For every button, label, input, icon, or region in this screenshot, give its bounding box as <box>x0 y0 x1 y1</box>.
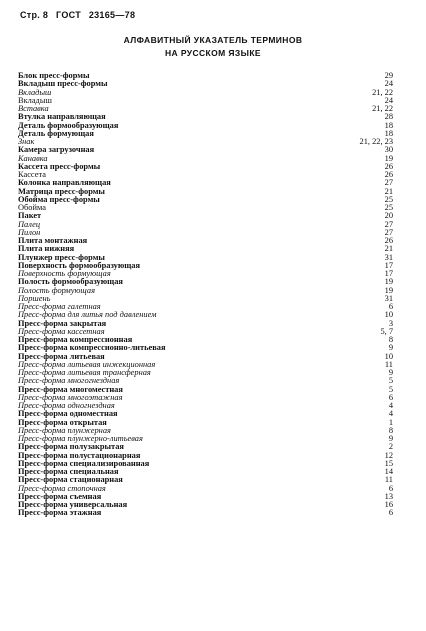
index-entry <box>18 509 393 517</box>
index-term: Полость формующая <box>18 285 96 295</box>
index-entry <box>18 89 393 97</box>
index-term: Пресс-форма многоэтажная <box>18 392 123 402</box>
index-page-ref: 6 <box>388 483 393 493</box>
index-term: Пресс-форма полузакрытая <box>18 442 124 452</box>
index-term: Пилон <box>18 227 41 237</box>
index-term: Поршень <box>18 293 51 303</box>
index-title: АЛФАВИТНЫЙ УКАЗАТЕЛЬ ТЕРМИНОВ <box>123 35 303 45</box>
index-entry <box>18 97 393 105</box>
index-page-ref: 6 <box>388 302 393 311</box>
index-term: Пресс-форма для литья под давлением <box>18 310 157 320</box>
index-entry <box>18 221 393 229</box>
index-page-ref: 27 <box>384 178 393 188</box>
index-term: Пресс-форма плунжерно-литьевая <box>18 434 143 443</box>
index-page-ref: 24 <box>384 95 393 105</box>
index-term: Вкладыш пресс-формы <box>18 79 108 89</box>
index-page-ref: 19 <box>384 285 393 295</box>
index-page-ref: 31 <box>384 252 393 262</box>
index-term: Пресс-форма литьевая трансферная <box>18 368 151 377</box>
index-term: Пресс-форма плунжерная <box>18 425 111 435</box>
index-page-ref: 17 <box>384 260 393 270</box>
index-entry <box>18 212 393 220</box>
index-page-ref: 4 <box>388 409 393 419</box>
index-term: Пакет <box>18 211 42 221</box>
index-term: Обойма пресс-формы <box>18 194 100 204</box>
index-term: Полость формообразующая <box>18 277 123 287</box>
index-page-ref: 21, 22, 23 <box>359 137 393 146</box>
page-header <box>20 10 140 20</box>
index-page-ref: 28 <box>384 112 393 122</box>
index-term: Пресс-форма специальная <box>18 467 119 476</box>
index-term: Пресс-форма универсальная <box>18 500 128 509</box>
index-page-ref: 14 <box>384 467 393 476</box>
index-page-ref: 18 <box>384 128 393 138</box>
index-page-ref: 26 <box>384 236 393 245</box>
index-term: Вкладыш <box>18 87 52 97</box>
index-page-ref: 9 <box>388 434 393 443</box>
index-page-ref: 6 <box>388 508 393 518</box>
index-page-ref: 20 <box>384 211 393 221</box>
index-term: Пресс-форма литьевая инжекционная <box>18 359 156 369</box>
index-page-ref: 24 <box>384 79 393 89</box>
index-term: Втулка направляющая <box>18 112 106 122</box>
index-page-ref: 29 <box>384 71 393 80</box>
index-page-ref: 26 <box>384 161 393 171</box>
index-term: Матрица пресс-формы <box>18 186 105 196</box>
index-term: Плунжер пресс-формы <box>18 252 105 262</box>
index-page-ref: 19 <box>384 153 393 163</box>
index-page-ref: 5 <box>388 384 393 394</box>
index-term: Блок пресс-формы <box>18 71 90 80</box>
index-page-ref: 10 <box>384 310 393 320</box>
index-page-ref: 18 <box>384 120 393 130</box>
index-page-ref: 21, 22 <box>372 87 393 97</box>
index-page-ref: 13 <box>384 491 393 501</box>
index-page-ref: 21, 22 <box>372 104 393 113</box>
index-entry <box>18 287 393 295</box>
index-term: Обойма <box>18 203 46 212</box>
index-term: Пресс-форма компрессионная <box>18 335 133 344</box>
index-term: Пресс-форма компрессионно-литьевая <box>18 343 166 353</box>
index-page-ref: 30 <box>384 145 393 155</box>
index-term: Знак <box>18 137 35 146</box>
index-page-ref: 27 <box>384 219 393 229</box>
index-entry <box>18 237 393 245</box>
index-page-ref: 21 <box>384 186 393 196</box>
index-term: Пресс-форма открытая <box>18 417 107 427</box>
index-term: Пресс-форма стопочная <box>18 483 106 493</box>
index-entry <box>18 80 393 88</box>
index-page-ref: 2 <box>388 442 393 452</box>
standard-number: 23165—78 <box>88 10 136 20</box>
index-page-ref: 1 <box>388 417 393 427</box>
index-entry <box>18 146 393 154</box>
index-term: Пресс-форма многогнездная <box>18 376 120 386</box>
index-term: Вкладыш <box>18 95 52 105</box>
index-page-ref: 26 <box>384 170 393 179</box>
index-entry <box>18 196 393 204</box>
index-term: Канавка <box>18 153 48 163</box>
index-page-ref: 9 <box>388 343 393 353</box>
index-page-ref: 8 <box>388 335 393 344</box>
index-page-ref: 12 <box>384 450 393 460</box>
index-term: Пресс-форма одногнездная <box>18 401 115 410</box>
index-page-ref: 10 <box>384 351 393 361</box>
index-term: Пресс-форма одноместная <box>18 409 118 419</box>
index-page-ref: 6 <box>388 392 393 402</box>
index-term: Вставка <box>18 104 49 113</box>
index-page-ref: 4 <box>388 401 393 410</box>
index-page-ref: 27 <box>384 227 393 237</box>
index-term: Плита монтажная <box>18 236 88 245</box>
index-term: Камера загрузочная <box>18 145 95 155</box>
index-term: Палец <box>18 219 41 229</box>
index-page-ref: 3 <box>388 318 393 328</box>
index-page-ref: 9 <box>388 368 393 377</box>
index-page-ref: 5 <box>388 376 393 386</box>
index-page-ref: 17 <box>384 269 393 278</box>
index-page-ref: 31 <box>384 293 393 303</box>
index-term: Пресс-форма стационарная <box>18 475 123 485</box>
index-term: Поверхность формообразующая <box>18 260 141 270</box>
index-subtitle: НА РУССКОМ ЯЗЫКЕ <box>164 48 261 58</box>
index-term: Кассета <box>18 170 46 179</box>
index-term: Поверхность формующая <box>18 269 111 278</box>
index-page-ref: 5, 7 <box>380 326 393 336</box>
index-term: Кассета пресс-формы <box>18 161 101 171</box>
index-entry <box>18 204 393 212</box>
index-term: Пресс-форма многоместная <box>18 384 123 394</box>
index-term: Плита нижняя <box>18 244 75 254</box>
term-index-list <box>18 72 393 518</box>
index-page-ref: 11 <box>384 475 393 485</box>
index-term: Пресс-форма закрытая <box>18 318 107 328</box>
index-page-ref: 16 <box>384 500 393 509</box>
index-term: Деталь формующая <box>18 128 94 138</box>
index-page-ref: 21 <box>384 244 393 254</box>
index-term: Пресс-форма полустационарная <box>18 450 141 460</box>
index-term: Пресс-форма этажная <box>18 508 102 518</box>
index-page-ref: 11 <box>384 359 393 369</box>
index-page-ref: 19 <box>384 277 393 287</box>
index-page-ref: 25 <box>384 194 393 204</box>
index-term: Пресс-форма литьевая <box>18 351 105 361</box>
index-entry <box>18 163 393 171</box>
index-page-ref: 8 <box>388 425 393 435</box>
index-term: Пресс-форма съемная <box>18 491 102 501</box>
index-term: Пресс-форма специализированная <box>18 458 150 468</box>
index-term: Колонка направляющая <box>18 178 111 188</box>
index-term: Пресс-форма кассетная <box>18 326 105 336</box>
index-page-ref: 25 <box>384 203 393 212</box>
index-term: Деталь формообразующая <box>18 120 119 130</box>
standard-label: ГОСТ <box>56 10 81 20</box>
index-entry <box>18 130 393 138</box>
page-number-label: Стр. 8 <box>20 10 49 20</box>
index-page-ref: 15 <box>384 458 393 468</box>
index-term: Пресс-форма галетная <box>18 302 101 311</box>
